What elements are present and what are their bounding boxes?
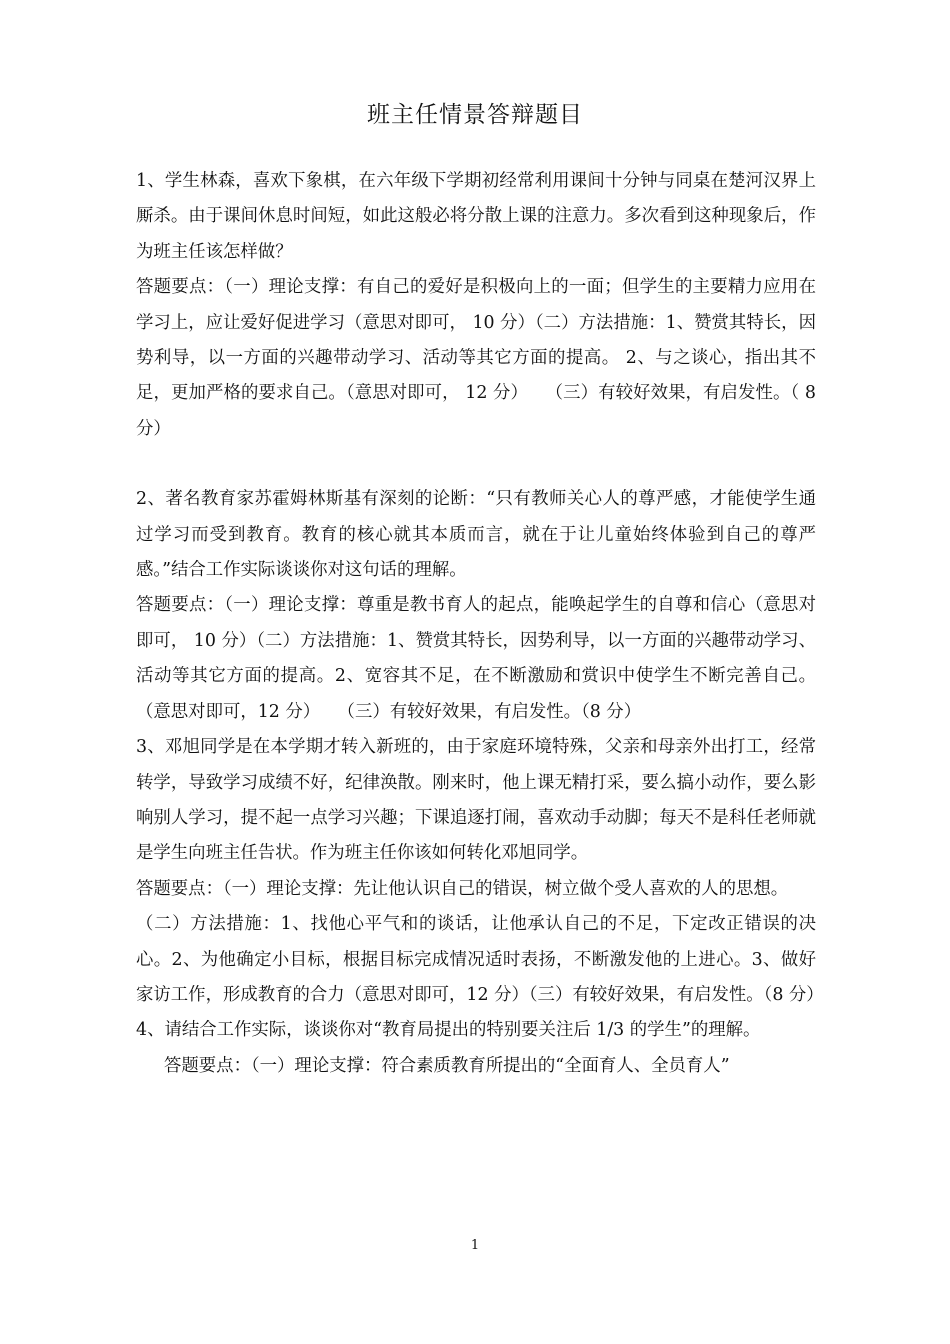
question-4: 4、请结合工作实际，谈谈你对“教育局提出的特别要关注后 1/3 的学生”的理解。 [136, 1020, 761, 1041]
question-1: 1、学生林森，喜欢下象棋，在六年级下学期初经常利用课间十分钟与同桌在楚河汉界上厮杀。由于课间休息时间短，如此这般必将分散上课的注意力。多次看到这种现象后，作为班主任该怎样做？ [136, 171, 816, 262]
document-body [136, 164, 824, 1084]
question-2: 2、著名教育家苏霍姆林斯基有深刻的论断：“只有教师关心人的尊严感，才能使学生通过学习而受到教育。教育的核心就其本质而言，就在于让儿童始终体验到自己的尊严感。”结合工作实际谈谈你对这句话的理解。 [136, 489, 816, 581]
answer-2: 答题要点：（一）理论支撑：尊重是教书育人的起点，能唤起学生的自尊和信心（意思对即可， 10 分）（二）方法措施：1、赞赏其特长，因势利导，以一方面的兴趣带动学习、活动等其它方面的提高。2、宽容其不足，在不断激励和赏识中使学生不断完善自己。（意思对即可，12 分） （三）有较好效果，有启发性。（8 分） [136, 595, 816, 722]
answer-3-theory: 答题要点：（一）理论支撑：先让他认识自己的错误，树立做个受人喜欢的人的思想。 [136, 878, 789, 899]
answer-4: 答题要点：（一）理论支撑：符合素质教育所提出的“全面育人、全员育人” [164, 1055, 730, 1076]
page-title: 班主任情景答辩题目 [367, 102, 583, 128]
page-number: 1 [470, 1238, 480, 1253]
paragraph-gap [136, 447, 816, 482]
answer-1: 答题要点：（一）理论支撑：有自己的爱好是积极向上的一面；但学生的主要精力应用在学习上，应让爱好促进学习（意思对即可， 10 分）（二）方法措施：1、赞赏其特长，因势利导，以一方面的兴趣带动学习、活动等其它方面的提高。 2、与之谈心，指出其不足，更加严格的要求自己。（意思对即可， 12 分） （三）有较好效果，有启发性。（ 8 分） [136, 277, 816, 439]
answer-3-methods: （二）方法措施：1、找他心平气和的谈话，让他承认自己的不足，下定改正错误的决心。2、为他确定小目标，根据目标完成情况适时表扬，不断激发他的上进心。3、做好家访工作，形成教育的合力（意思对即可，12 分）（三）有较好效果，有启发性。（8 分） [136, 914, 824, 1005]
question-3: 3、邓旭同学是在本学期才转入新班的，由于家庭环境特殊，父亲和母亲外出打工，经常转学，导致学习成绩不好，纪律涣散。刚来时，他上课无精打采，要么搞小动作，要么影响别人学习，提不起一点学习兴趣；下课追逐打闹，喜欢动手动脚；每天不是科任老师就是学生向班主任告状。作为班主任你该如何转化邓旭同学。 [136, 737, 816, 864]
